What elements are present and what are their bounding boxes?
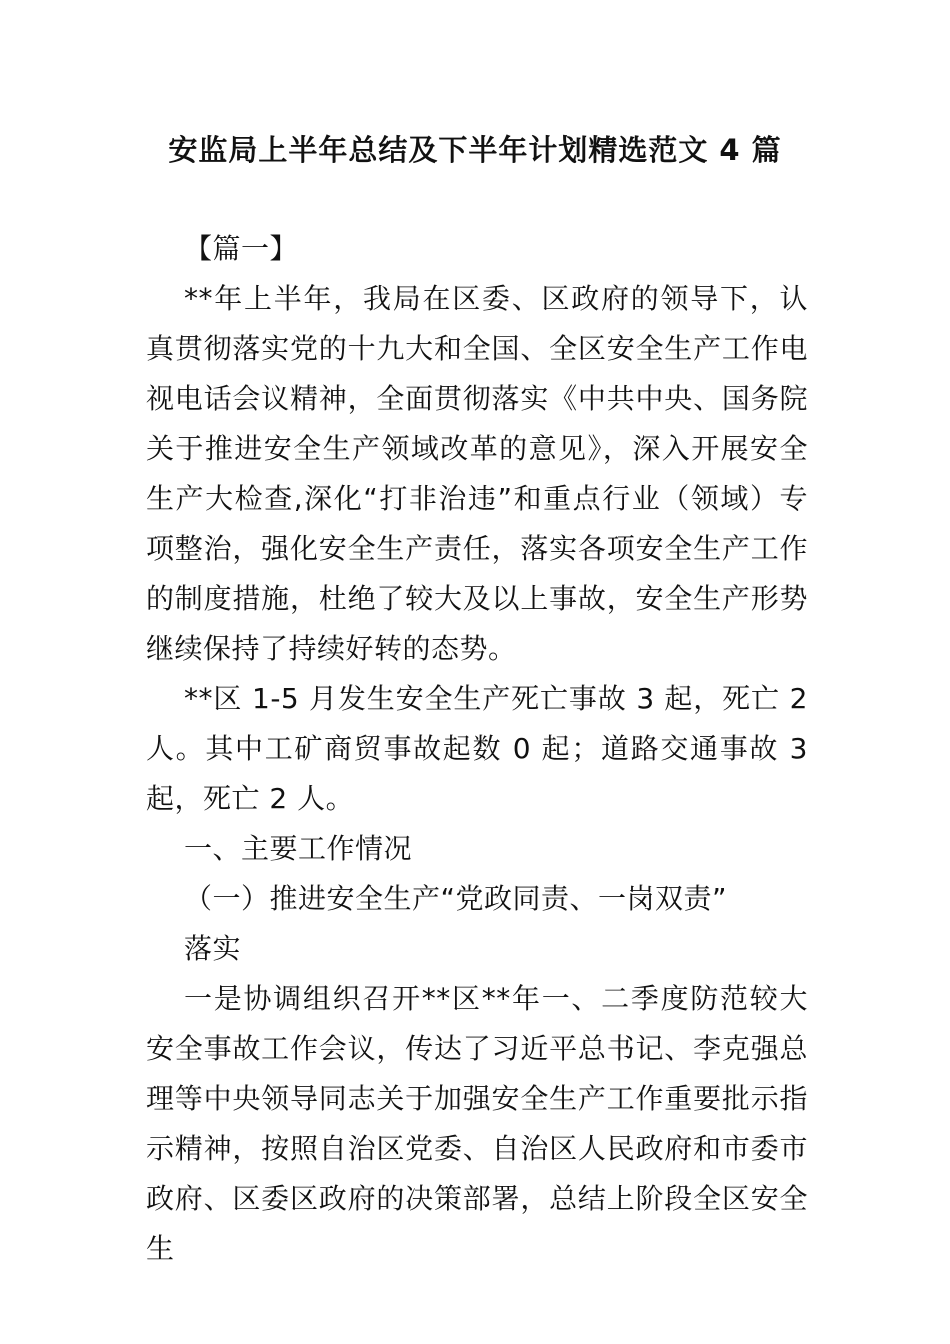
document-body (146, 224, 808, 1274)
paragraph-1: **年上半年，我局在区委、区政府的领导下，认真贯彻落实党的十九大和全国、全区安全生产工作电视电话会议精神，全面贯彻落实《中共中央、国务院关于推进安全生产领域改革的意见》，深入开展安全生产大检查,深化“打非治违”和重点行业（领域）专项整治，强化安全生产责任，落实各项安全生产工作的制度措施，杜绝了较大及以上事故，安全生产形势继续保持了持续好转的态势。 (146, 282, 808, 665)
heading-subsection-1: （一）推进安全生产“党政同责、一岗双责” (184, 882, 728, 915)
section-label: 【篇一】 (184, 232, 299, 265)
paragraph-2: **区 1-5 月发生安全生产死亡事故 3 起，死亡 2 人。其中工矿商贸事故起数 0 起；道路交通事故 3 起，死亡 2 人。 (146, 682, 808, 815)
heading-main-work: 一、主要工作情况 (184, 832, 413, 865)
paragraph-3: 一是协调组织召开**区**年一、二季度防范较大安全事故工作会议，传达了习近平总书记、李克强总理等中央领导同志关于加强安全生产工作重要批示指示精神，按照自治区党委、自治区人民政府和市委市政府、区委区政府的决策部署，总结上阶段全区安全生 (146, 982, 808, 1265)
document-title: 安监局上半年总结及下半年计划精选范文 4 篇 (168, 133, 782, 167)
heading-subsection-1-continued: 落实 (184, 932, 242, 965)
